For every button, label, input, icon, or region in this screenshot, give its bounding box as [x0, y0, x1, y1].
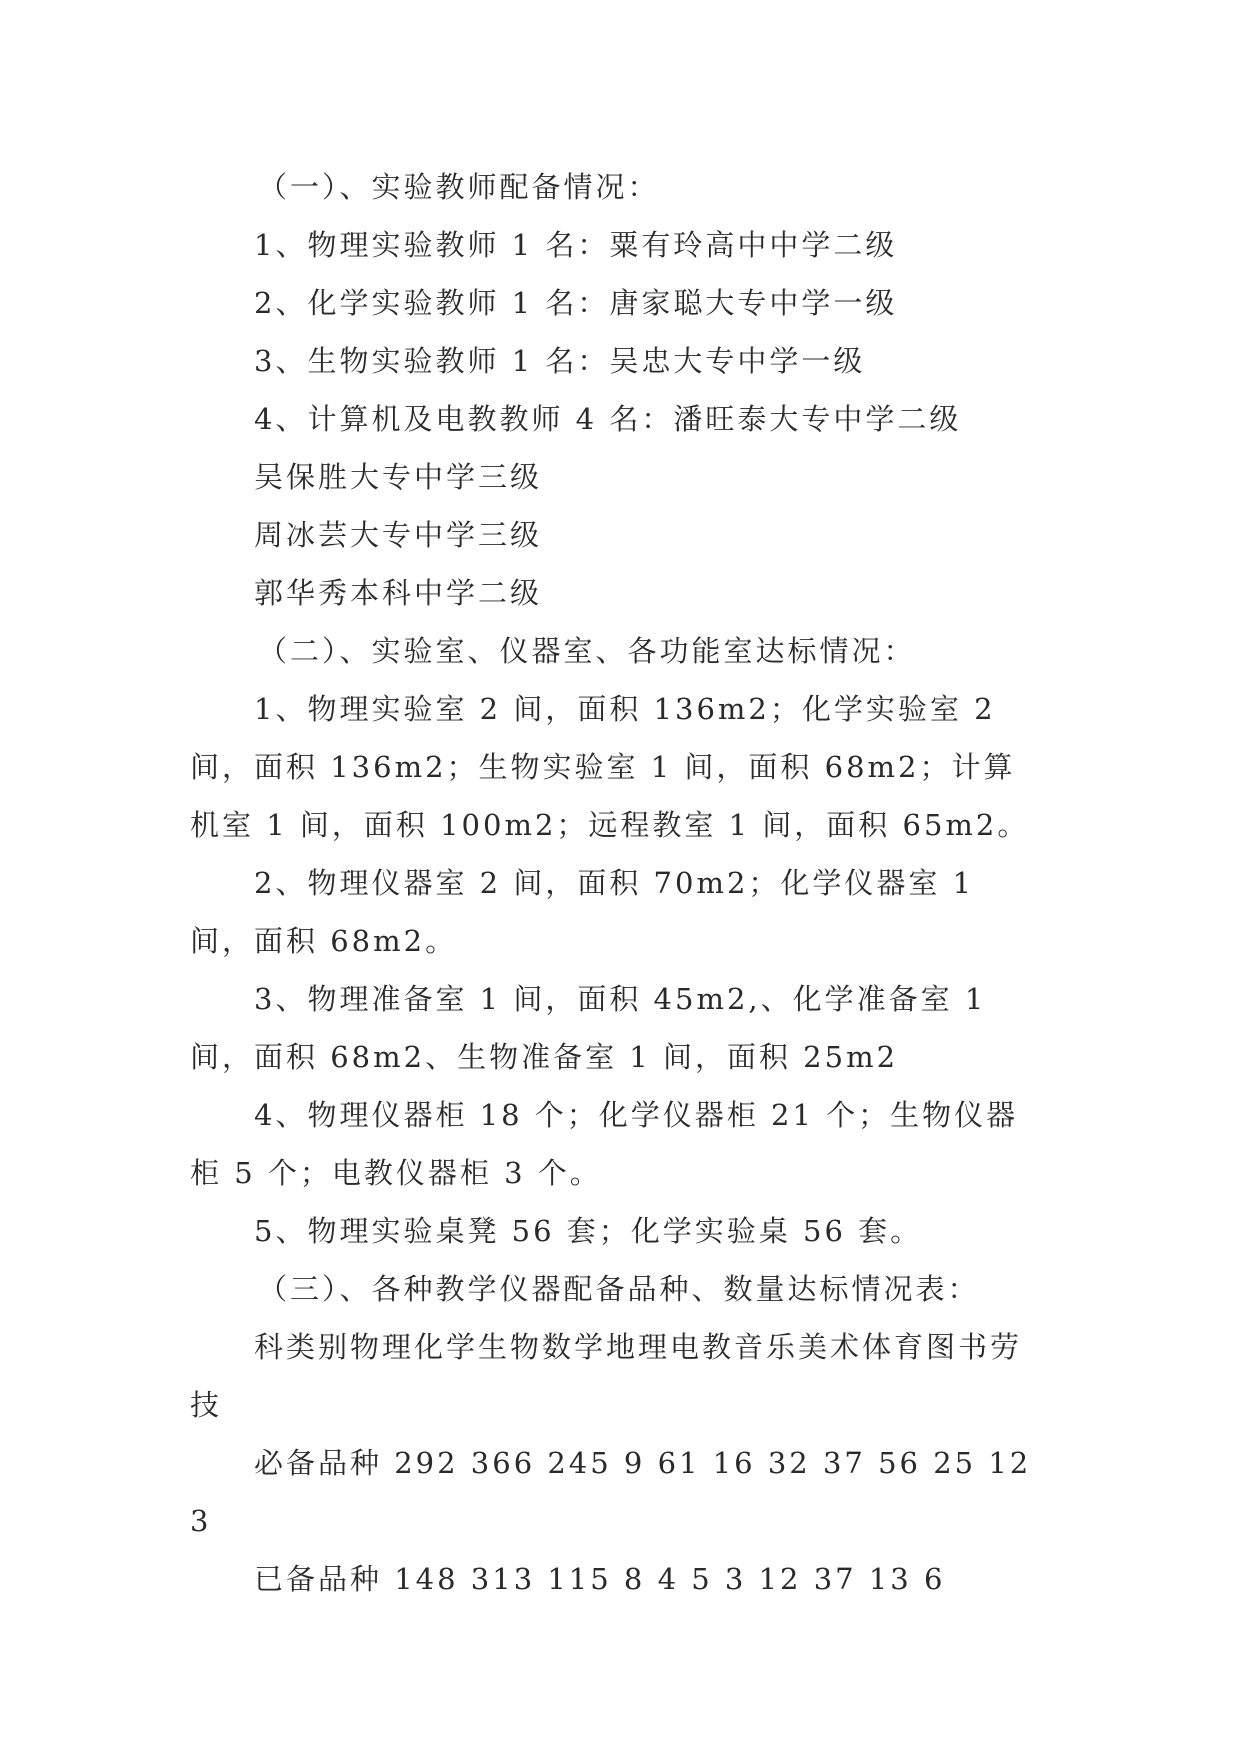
prep-rooms: 3、物理准备室 1 间，面积 45m2,、化学准备室 1 间，面积 68m2、生物准备室 1 间，面积 25m2 — [190, 982, 987, 1074]
equipped-row: 已备品种 148 313 115 8 4 5 3 12 37 13 6 — [254, 1562, 946, 1596]
instrument-rooms: 2、物理仪器室 2 间，面积 70m2；化学仪器室 1 间，面积 68m2。 — [190, 866, 975, 958]
desks: 5、物理实验桌凳 56 套；化学实验桌 56 套。 — [254, 1214, 923, 1248]
required-row: 必备品种 292 366 245 9 61 16 32 37 56 25 123 — [190, 1446, 1032, 1538]
teacher-computer-4: 郭华秀本科中学二级 — [254, 576, 543, 610]
table-header-row: 科类别物理化学生物数学地理电教音乐美术体育图书劳技 — [190, 1330, 1023, 1422]
teacher-computer-2: 吴保胜大专中学三级 — [254, 460, 543, 494]
cabinets: 4、物理仪器柜 18 个；化学仪器柜 21 个；生物仪器柜 5 个；电教仪器柜 3 个。 — [190, 1098, 1019, 1190]
labs-rooms: 1、物理实验室 2 间，面积 136m2；化学实验室 2 间，面积 136m2；生物实验室 1 间，面积 68m2；计算机室 1 间，面积 100m2；远程教室 1 间，面积 65m2。 — [190, 692, 1030, 842]
section-3-heading: （三）、各种教学仪器配备品种、数量达标情况表： — [258, 1272, 980, 1306]
teacher-computer-3: 周冰芸大专中学三级 — [254, 518, 543, 552]
teacher-computer: 4、计算机及电教教师 4 名：潘旺泰大专中学二级 — [254, 402, 962, 436]
document-body — [190, 158, 1046, 1608]
section-1-heading: （一）、实验教师配备情况： — [258, 170, 660, 204]
section-2-heading: （二）、实验室、仪器室、各功能室达标情况： — [258, 634, 916, 668]
teacher-physics: 1、物理实验教师 1 名：粟有玲高中中学二级 — [254, 228, 898, 262]
teacher-biology: 3、生物实验教师 1 名：吴忠大专中学一级 — [254, 344, 866, 378]
teacher-chemistry: 2、化学实验教师 1 名：唐家聪大专中学一级 — [254, 286, 898, 320]
